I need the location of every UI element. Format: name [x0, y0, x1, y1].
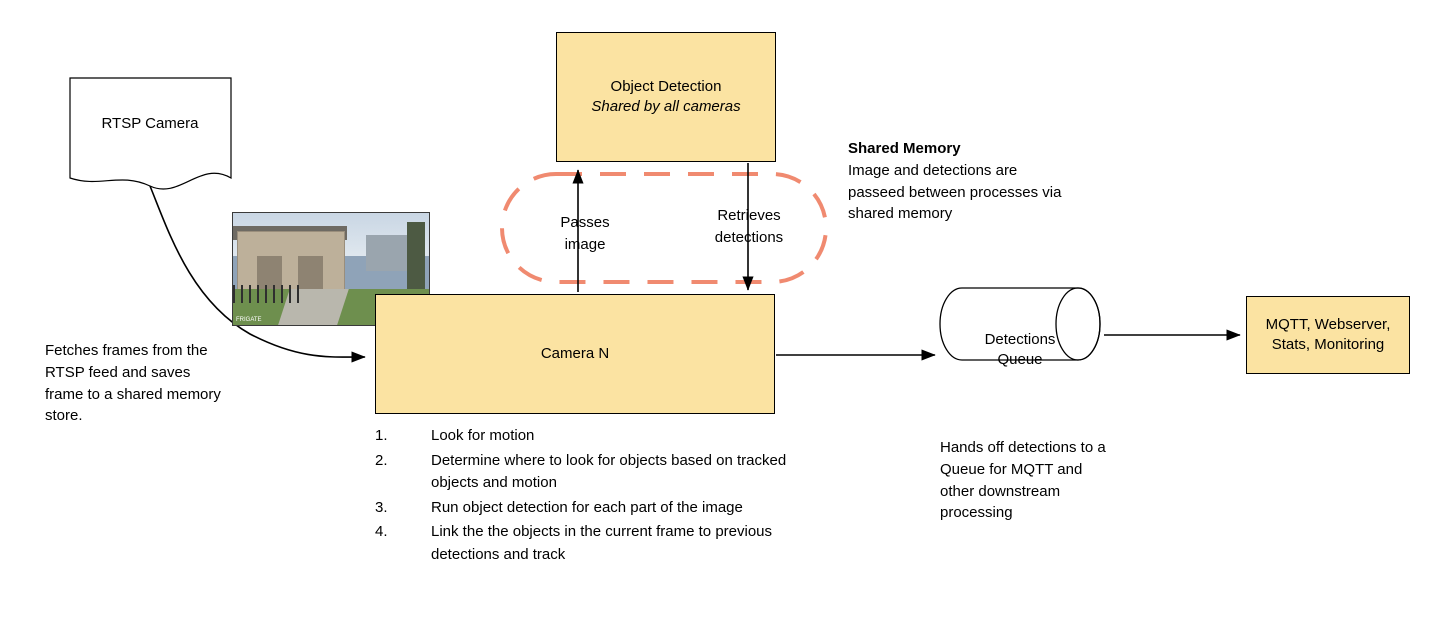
- retrieves-line2: detections: [714, 228, 784, 246]
- preview-timestamp: FRIGATE: [236, 317, 262, 323]
- step-number: 4.: [375, 523, 388, 540]
- step-text: Link the the objects in the current frame to previous detections and track: [431, 523, 773, 563]
- shared-memory-heading: Shared Memory: [848, 140, 961, 157]
- annotation-shared-memory: [848, 138, 1063, 225]
- step-number: 1.: [375, 427, 388, 444]
- retrieves-line1: Retrieves: [717, 207, 781, 224]
- edge-label-retrieves-detections: [694, 205, 804, 249]
- mqtt-label-line1: MQTT, Webserver,: [1265, 315, 1391, 333]
- rtsp-camera-label: RTSP Camera: [101, 115, 199, 132]
- passes-image-line1: Passes: [560, 214, 610, 231]
- queue-label-line2: Queue: [997, 351, 1043, 369]
- step-text: Run object detection for each part of the image: [431, 498, 743, 516]
- queue-label-line1: Detections: [984, 331, 1056, 348]
- passes-image-line2: image: [564, 235, 606, 253]
- annotation-hands-off: Hands off detections to a Queue for MQTT and other downstream processing: [940, 439, 1106, 522]
- preview-garage-door-right: [298, 256, 323, 290]
- rtsp-camera-shape: [70, 78, 231, 189]
- object-detection-title: Object Detection: [610, 77, 722, 95]
- camera-n-label: Camera N: [540, 344, 610, 362]
- step-number: 3.: [375, 498, 388, 516]
- step-text: Determine where to look for objects based on tracked objects and motion: [431, 451, 787, 491]
- step-number: 2.: [375, 451, 388, 469]
- node-object-detection[interactable]: [556, 32, 776, 162]
- list-item: [375, 521, 795, 566]
- node-camera-n[interactable]: [375, 294, 775, 414]
- list-item: [375, 497, 795, 520]
- step-text: Look for motion: [431, 427, 535, 444]
- mqtt-label-line2: Stats, Monitoring: [1271, 336, 1385, 353]
- annotation-fetches-frames: Fetches frames from the RTSP feed and saves frame to a shared memory store.: [45, 342, 221, 425]
- edge-label-passes-image: [540, 212, 630, 256]
- node-mqtt-webserver[interactable]: [1246, 296, 1410, 374]
- list-item: [375, 425, 795, 448]
- list-item: [375, 450, 795, 495]
- camera-steps-list: [375, 425, 795, 568]
- preview-fence: [233, 285, 300, 303]
- detections-queue-label: [940, 330, 1100, 371]
- object-detection-subtitle: Shared by all cameras: [591, 98, 741, 115]
- shared-memory-body: Image and detections are passeed between processes via shared memory: [848, 161, 1062, 223]
